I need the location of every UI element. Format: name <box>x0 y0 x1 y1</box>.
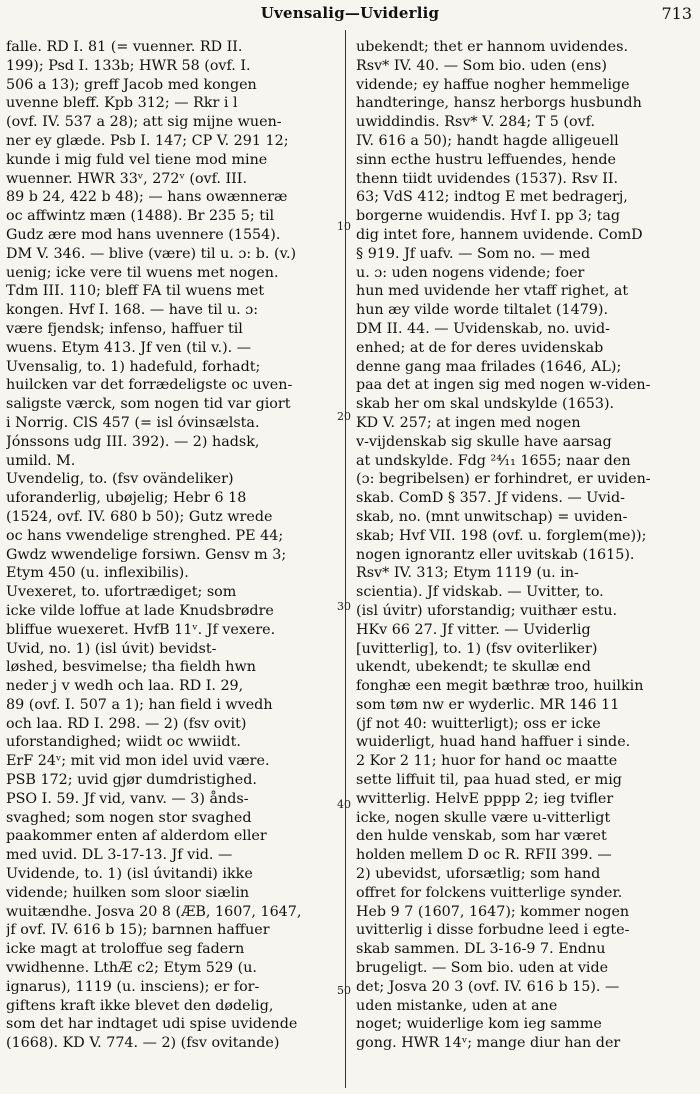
text-line: nogen ignorantz eller uvitskab (1615). <box>356 546 635 563</box>
text-line: falle. RD I. 81 (= vuenner. RD II. <box>6 39 243 55</box>
running-head: Uvensalig—Uviderlig <box>260 4 440 22</box>
text-line: u. ɔ: uden nogens vidende; foer <box>356 264 585 281</box>
text-line: 89 (ovf. I. 507 a 1); han field i wvedh <box>6 696 273 713</box>
text-line: jf ovf. IV. 616 b 15); barnnen haffuer <box>6 922 270 939</box>
text-line: Uvidende, to. 1) (isl úvitandi) ikke <box>6 866 253 883</box>
text-line: skab her om skal undskylde (1653). <box>356 396 615 413</box>
text-line: DM V. 346. — blive (være) til u. ɔ: b. (v.) <box>6 245 297 262</box>
text-line: ubekendt; thet er hannom uvidendes. <box>356 39 628 55</box>
text-line: (isl úvitr) uforstandig; vuithær estu. <box>356 602 618 619</box>
text-line: uvitterlig i disse forbudne leed i egte- <box>356 922 630 939</box>
text-line: som tøm nw er wyderlic. MR 146 11 <box>356 696 620 713</box>
text-line: borgerne wuidendis. Hvf I. pp 3; tag <box>356 208 621 225</box>
text-line: (1524, ovf. IV. 680 b 50); Gutz wrede <box>6 508 273 525</box>
text-line: ignarus), 1119 (u. insciens); er for- <box>6 978 260 995</box>
text-line: Etym 450 (u. inflexibilis). <box>6 565 189 582</box>
text-line: den hulde venskab, som har været <box>356 828 607 845</box>
text-line: brugeligt. — Som bio. uden at vide <box>356 960 609 977</box>
left-column <box>6 38 336 1053</box>
text-line: 2 Kor 2 11; huor for hand oc maatte <box>356 753 618 770</box>
text-line: umild. M. <box>6 452 76 469</box>
text-line: PSB 172; uvid gjør dumdristighed. <box>6 772 257 789</box>
text-line: det; Josva 20 3 (ovf. IV. 616 b 15). — <box>356 978 620 995</box>
page-header <box>0 4 700 26</box>
text-line: denne gang maa frilades (1646, AL); <box>356 358 622 375</box>
text-line: [uvitterlig], to. 1) (fsv oviterliker) <box>356 640 598 657</box>
text-line: icke, nogen skulle være u-vitterligt <box>356 809 611 826</box>
text-line: oc affwintz mæn (1488). Br 235 5; til <box>6 208 275 225</box>
right-column <box>356 38 694 1053</box>
text-line: DM II. 44. — Uvidenskab, no. uvid- <box>356 320 610 337</box>
text-line: och laa. RD I. 298. — 2) (fsv ovit) <box>6 715 247 732</box>
text-line: paakommer enten af alderdom eller <box>6 828 267 845</box>
text-line: scientia). Jf vidskab. — Uvitter, to. <box>356 584 604 601</box>
page-number: 713 <box>661 4 692 23</box>
text-line: vidende; huilken som sloor siælin <box>6 884 250 901</box>
text-line: neder j v wedh och laa. RD I. 29, <box>6 678 244 695</box>
text-line: uforstandighed; wiidt oc wwiidt. <box>6 734 241 751</box>
text-line: som det har indtaget udi spise uvidende <box>6 1016 298 1033</box>
text-line: sette liffuit til, paa huad sted, er mig <box>356 772 622 789</box>
text-line: Heb 9 7 (1607, 1647); kommer nogen <box>356 903 630 920</box>
text-line: 89 b 24, 422 b 48); — hans owænneræ <box>6 189 288 206</box>
line-number-marker: 40 <box>337 798 351 811</box>
text-line: handteringe, hansz herborgs husbundh <box>356 95 642 112</box>
text-line: Rsv* IV. 313; Etym 1119 (u. in- <box>356 565 579 582</box>
text-line: sinn ecthe hustru leffuendes, hende <box>356 151 616 168</box>
column-divider <box>345 30 346 1088</box>
text-line: oc hans vwendelige strenghed. PE 44; <box>6 527 284 544</box>
text-line: dig intet fore, hannem uvidende. ComD <box>356 226 643 243</box>
text-line: 199); Psd I. 133b; HWR 58 (ovf. I. <box>6 57 251 74</box>
text-line: Gudz ære mod hans uvennere (1554). <box>6 226 281 243</box>
text-line: offret for folckens vuitterlige synder. <box>356 884 623 901</box>
text-line: IV. 616 a 50); handt hagde alligeuell <box>356 132 619 149</box>
text-line: hun med uvidende her vtaff righet, at <box>356 283 629 300</box>
line-number-marker: 20 <box>337 410 351 423</box>
text-line: ErF 24ᵛ; mit vid mon idel uvid være. <box>6 753 270 770</box>
text-line: uforanderlig, ubøjelig; Hebr 6 18 <box>6 490 247 507</box>
text-line: Rsv* IV. 40. — Som bio. uden (ens) <box>356 57 607 74</box>
text-line: § 919. Jf uafv. — Som no. — med <box>356 245 591 262</box>
text-line: Uvendelig, to. (fsv ovändeliker) <box>6 471 234 488</box>
text-line: uvenne bleff. Kpb 312; — Rkr i l <box>6 95 238 112</box>
text-line: ukendt, ubekendt; te skullæ end <box>356 659 591 676</box>
line-number-marker: 10 <box>337 220 351 233</box>
text-line: (1668). KD V. 774. — 2) (fsv ovitande) <box>6 1035 280 1052</box>
text-line: skab sammen. DL 3-16-9 7. Endnu <box>356 941 606 958</box>
text-line: kongen. Hvf I. 168. — have til u. ɔ: <box>6 302 259 319</box>
text-line: skab. ComD § 357. Jf videns. — Uvid- <box>356 490 625 507</box>
text-line: Uvexeret, to. ufortrædiget; som <box>6 584 237 601</box>
text-line: med uvid. DL 3-17-13. Jf vid. — <box>6 847 233 864</box>
text-line: HKv 66 27. Jf vitter. — Uviderlig <box>356 621 591 638</box>
text-line: skab; Hvf VII. 198 (ovf. u. forglem(me)); <box>356 527 647 544</box>
text-line: KD V. 257; at ingen med nogen <box>356 414 581 431</box>
text-line: være fjendsk; infenso, haffuer til <box>6 320 243 337</box>
text-line: wuenner. HWR 33ᵛ, 272ᵛ (ovf. III. <box>6 170 247 187</box>
text-line: holden mellem D oc R. RFII 399. — <box>356 847 612 864</box>
line-number-marker: 30 <box>337 600 351 613</box>
text-line: wuiderligt, huad hand haffuer i sinde. <box>356 734 631 751</box>
text-line: bliffue wuexeret. HvfB 11ᵛ. Jf vexere. <box>6 621 276 638</box>
text-line: icke vilde loffue at lade Knudsbrødre <box>6 602 274 619</box>
text-line: skab, no. (mnt unwitschap) = uviden- <box>356 508 628 525</box>
text-line: ner ey glæde. Psb I. 147; CP V. 291 12; <box>6 132 289 149</box>
text-line: uenig; icke vere til wuens met nogen. <box>6 264 279 281</box>
text-line: paa det at ingen sig med nogen w-viden- <box>356 377 651 394</box>
text-line: vwidhenne. LthÆ c2; Etym 529 (u. <box>6 960 257 977</box>
text-line: PSO I. 59. Jf vid, vanv. — 3) ånds- <box>6 790 249 807</box>
text-line: Uvid, no. 1) (isl úvit) bevidst- <box>6 640 217 657</box>
text-line: at undskylde. Fdg ²⁴⁄₁₁ 1655; naar den <box>356 452 631 469</box>
text-line: fonghæ een megit bæthræ troo, huilkin <box>356 678 644 695</box>
text-line: 506 a 13); greff Jacob med kongen <box>6 76 257 93</box>
text-line: wvitterlig. HelvE pppp 2; ieg tvifler <box>356 790 614 807</box>
text-line: kunde i mig fuld vel tiene mod mine <box>6 151 268 168</box>
text-line: wuens. Etym 413. Jf ven (til v.). — <box>6 339 252 356</box>
text-line: thenn tiidt uvidendes (1537). Rsv II. <box>356 170 619 187</box>
text-line: Tdm III. 110; bleff FA til wuens met <box>6 283 265 300</box>
text-line: enhed; at de for deres uvidenskab <box>356 339 604 356</box>
text-line: 2) ubevidst, uforsætlig; som hand <box>356 866 601 883</box>
text-line: (jf not 40: wuitterligt); oss er icke <box>356 715 601 732</box>
text-line: 63; VdS 412; indtog E met bedragerj, <box>356 189 628 206</box>
text-line: noget; wuiderlige kom ieg samme <box>356 1016 602 1033</box>
text-line: i Norrig. ClS 457 (= isl óvinsælsta. <box>6 414 260 431</box>
text-line: saligste værck, som nogen tid var giort <box>6 396 291 413</box>
text-line: vidende; ey haffue nogher hemmelige <box>356 76 630 93</box>
text-line: uden mistanke, uden at ane <box>356 997 558 1014</box>
text-line: gong. HWR 14ᵛ; mange diur han der <box>356 1035 621 1052</box>
text-line: hun æy vilde worde tiltalet (1479). <box>356 302 609 319</box>
text-line: icke magt at troloffue seg fadern <box>6 941 245 958</box>
text-line: Gwdz wwendelige forsiwn. Gensv m 3; <box>6 546 287 563</box>
text-line: Jónssons udg III. 392). — 2) hadsk, <box>6 433 260 450</box>
text-line: huilcken var det forrædeligste oc uven- <box>6 377 293 394</box>
text-line: løshed, besvimelse; tha fieldh hwn <box>6 659 256 676</box>
line-number-marker: 50 <box>337 984 351 997</box>
text-line: Uvensalig, to. 1) hadefuld, forhadt; <box>6 358 261 375</box>
text-line: uwiddindis. Rsv* V. 284; T 5 (ovf. <box>356 114 595 131</box>
text-line: wuitændhe. Josva 20 8 (ÆB, 1607, 1647, <box>6 903 302 920</box>
text-line: (ɔ: begribelsen) er forhindret, er uviden- <box>356 471 651 488</box>
text-line: giftens kraft ikke blevet den dødelig, <box>6 997 274 1014</box>
text-line: svaghed; som nogen stor svaghed <box>6 809 252 826</box>
text-line: (ovf. IV. 537 a 28); att sig mijne wuen- <box>6 114 282 131</box>
text-line: v-vijdenskab sig skulle have aarsag <box>356 433 612 450</box>
